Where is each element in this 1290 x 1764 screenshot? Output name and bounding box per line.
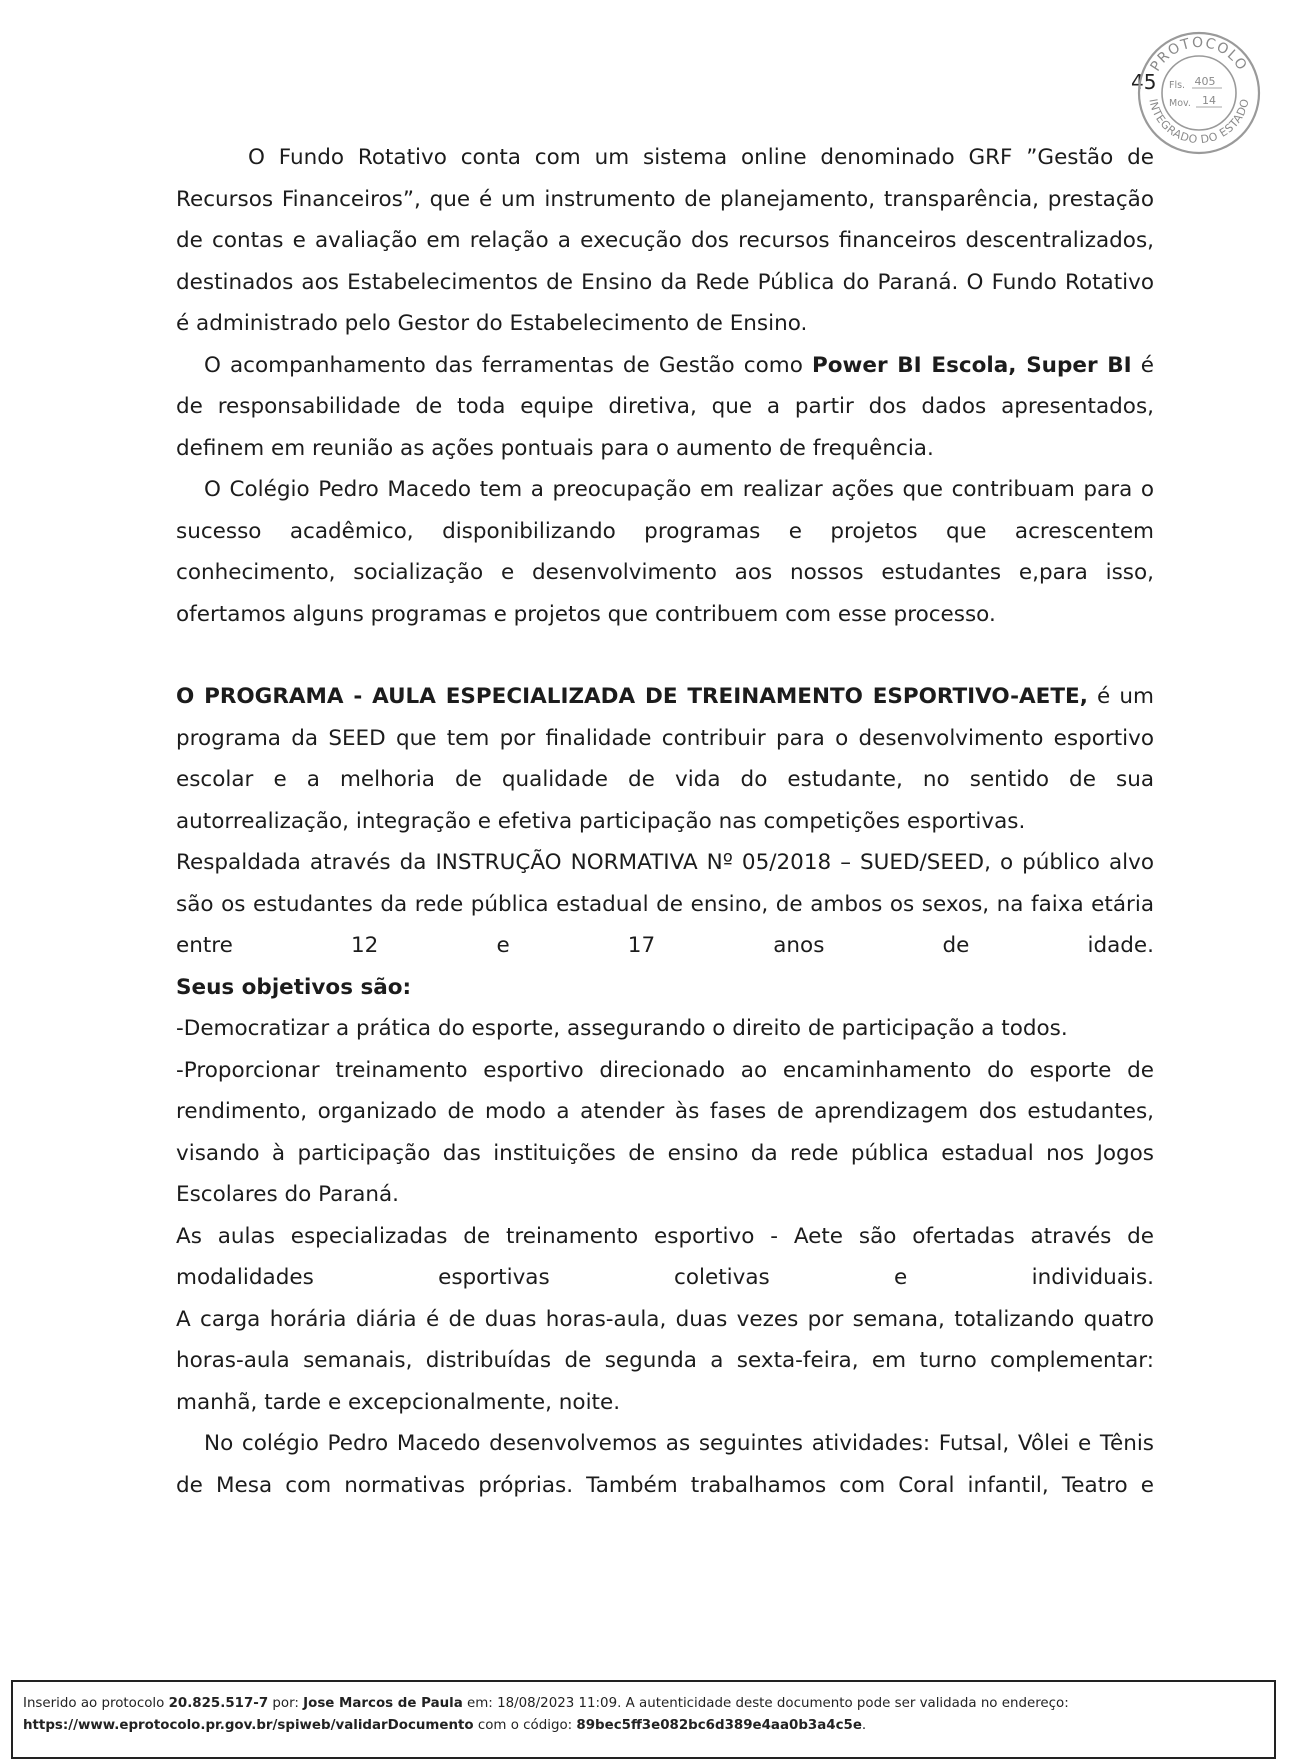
paragraph-acompanhamento-end: é de responsabilidade de toda equipe diretiva, que a partir dos dados apresentados, definem em reunião as ações pontuais para o aumento de frequência.	[176, 352, 1155, 461]
footer-text: .	[861, 1718, 867, 1733]
stamp-top-text: PROTOCOLO	[1147, 34, 1251, 75]
document-body	[176, 137, 1154, 1506]
validation-url[interactable]: https://www.eprotocolo.pr.gov.br/spiweb/validarDocumento	[23, 1718, 474, 1733]
validation-code: 89bec5ff3e082bc6d389e4aa0b3a4c5e	[576, 1718, 862, 1733]
paragraph-aete	[176, 676, 1154, 842]
author-name: Jose Marcos de Paula	[303, 1696, 463, 1711]
paragraph-acompanhamento-start: O acompanhamento das ferramentas de Gestão como	[204, 352, 812, 378]
stamp-bottom-text: INTEGRADO DO ESTADO	[1146, 97, 1252, 147]
footer-text: Inserido ao protocolo	[23, 1696, 169, 1711]
objective-2: -Proporcionar treinamento esportivo direcionado ao encaminhamento do esporte de rendimento, organizado de modo a atender às fases de aprendizagem dos estudantes, visando à participação das instituições de ensino da rede pública estadual nos Jogos Escolares do Paraná.	[176, 1057, 1154, 1207]
aete-description: é um programa da SEED que tem por finalidade contribuir para o desenvolvimento esportivo escolar e a melhoria de qualidade de vida do estudante, no sentido de sua autorrealização, integração e efetiva participação nas competições esportivas.	[176, 684, 1155, 834]
power-bi-tools: Power BI Escola, Super BI	[811, 352, 1132, 378]
footer-text: por:	[268, 1696, 304, 1711]
paragraph-instrucao-normativa: Respaldada através da INSTRUÇÃO NORMATIVA Nº 05/2018 – SUED/SEED, o público alvo são os estudantes da rede pública estadual de ensino, de ambos os sexos, na faixa etária entre 12 e 17 anos de idade.	[176, 850, 1154, 958]
objective-1: -Democratizar a prática do esporte, assegurando o direito de participação a todos.	[176, 1016, 1068, 1041]
stamp-mov-value: 14	[1202, 94, 1216, 107]
footer-text: com o código:	[473, 1718, 577, 1733]
paragraph-colegio: O Colégio Pedro Macedo tem a preocupação em realizar ações que contribuam para o sucesso acadêmico, disponibilizando programas e projetos que acrescentem conhecimento, socialização e desenvolvimento aos nossos estudantes e,para isso, ofertamos alguns programas e projetos que contribuem com esse processo.	[176, 477, 1154, 627]
paragraph-atividades: No colégio Pedro Macedo desenvolvemos as seguintes atividades: Futsal, Vôlei e Tênis de Mesa com normativas próprias. Também trabalhamos com Coral infantil, Teatro e	[176, 1431, 1154, 1498]
paragraph-carga-horaria: A carga horária diária é de duas horas-aula, duas vezes por semana, totalizando quatro horas-aula semanais, distribuídas de segunda a sexta-feira, em turno complementar: manhã, tarde e excepcionalmente, noite.	[176, 1306, 1154, 1415]
footer-text: em: 18/08/2023 11:09. A autenticidade deste documento pode ser validada no endereço:	[462, 1696, 1069, 1711]
aete-heading: O PROGRAMA - AULA ESPECIALIZADA DE TREINAMENTO ESPORTIVO-AETE,	[176, 684, 1088, 709]
paragraph-aulas-especializadas: As aulas especializadas de treinamento esportivo - Aete são ofertadas através de modalidades esportivas coletivas e individuais.	[176, 1223, 1154, 1290]
stamp-fls-label: Fls.	[1169, 80, 1186, 91]
page-number: 45	[1131, 70, 1157, 94]
stamp-fls-value: 405	[1194, 75, 1216, 88]
protocol-stamp	[1136, 30, 1262, 156]
paragraph-acompanhamento	[176, 345, 1154, 470]
paragraph-fundo-rotativo: O Fundo Rotativo conta com um sistema online denominado GRF ”Gestão de Recursos Financeiros”, que é um instrumento de planejamento, transparência, prestação de contas e avaliação em relação a execução dos recursos financeiros descentralizados, destinados aos Estabelecimentos de Ensino da Rede Pública do Paraná. O Fundo Rotativo é administrado pelo Gestor do Estabelecimento de Ensino.	[176, 145, 1154, 336]
protocol-number: 20.825.517-7	[168, 1696, 269, 1711]
authenticity-footer	[11, 1680, 1276, 1759]
paragraph-gap	[176, 635, 1154, 676]
stamp-mov-label: Mov.	[1169, 98, 1191, 109]
objectives-heading: Seus objetivos são:	[176, 974, 412, 1000]
